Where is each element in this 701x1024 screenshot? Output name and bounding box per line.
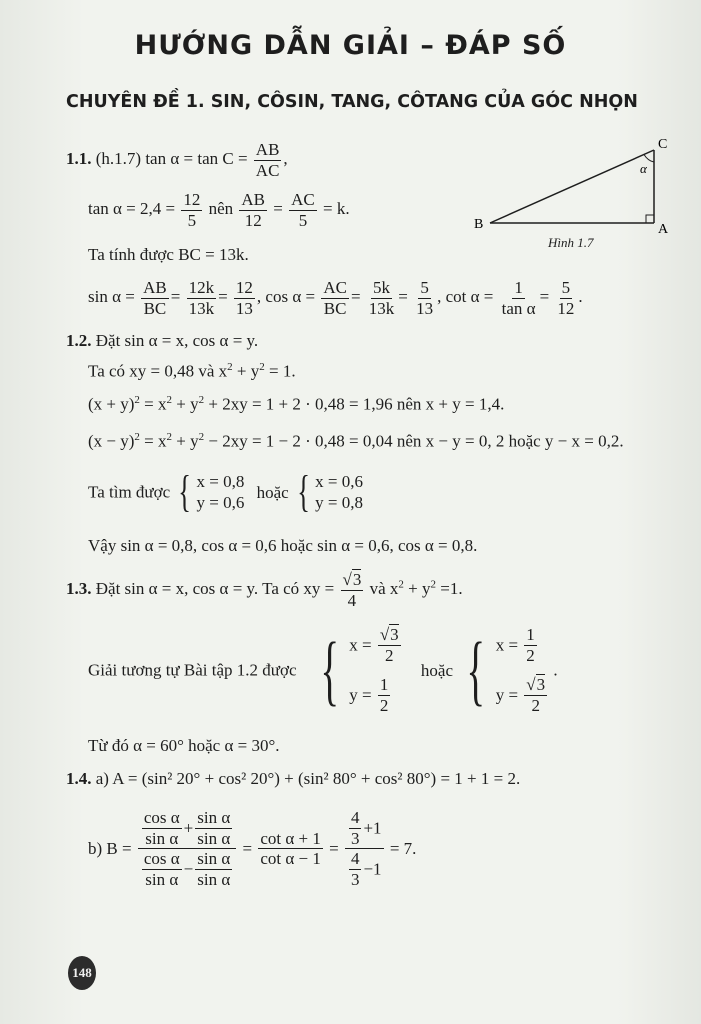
period: . [553,660,558,680]
sin-frac2 [187,278,217,318]
ex12-number: 1.2. [66,331,92,350]
text: (x − y) [88,431,135,451]
text: hoặc [256,482,289,502]
fraction-denominator: sin α [197,828,231,848]
ex12-line1 [88,362,296,380]
fraction [142,808,182,848]
fraction-numerator: 1 [379,675,389,695]
fraction-numerator: 5k [373,278,391,297]
ex11-eq1-fraction [254,140,282,180]
sin-lhs: sin α = [88,286,135,306]
ex12-systems [88,467,363,516]
fraction-denominator: AC [255,160,280,180]
compound-numerator [345,808,384,849]
fraction-numerator: 4 [350,808,360,827]
fraction-numerator: √3 [342,570,362,589]
cot-lhs: , cot α = [437,286,494,306]
superscript: 2 [166,394,173,406]
chapter-title: CHUYÊN ĐỀ 1. SIN, CÔSIN, TANG, CÔTANG CỦA GÓC NHỌN [66,92,638,112]
text: hoặc [420,660,453,680]
system-row: x = 0,8 [196,472,245,491]
system-row [496,675,549,715]
numeric-compound-fraction [345,808,384,889]
ex12-intro [66,332,258,349]
fraction-numerator: 5 [420,278,429,297]
ex12-line2 [88,395,504,413]
sqrt-radicand: 3 [390,625,399,644]
fraction-denominator: cot α − 1 [260,849,321,869]
fraction-numerator: AB [143,278,167,297]
text: + y [172,431,199,451]
fraction [142,849,182,889]
compound-fraction [138,808,236,889]
cot-frac2 [555,278,576,318]
text: a) [95,769,109,788]
text: b) B = [88,839,132,859]
ex11-eq2-frac3 [289,190,317,230]
fraction [524,675,547,715]
system-row: x = 0,6 [315,472,363,491]
compound-denominator [138,849,236,889]
text: =1. [435,578,463,598]
compound-numerator [138,808,236,849]
system-row: y = 0,8 [315,493,363,512]
text: (x + y) [88,394,135,414]
fraction-denominator: sin α [197,869,231,889]
fraction-denominator: 13 [235,298,253,318]
fraction-denominator: 2 [384,645,394,665]
text: −1 [363,859,382,879]
ex11-eq2-mid: nên [208,198,234,218]
ex13-result: Từ đó α = 60° hoặc α = 30°. [88,736,280,755]
fraction-numerator: 4 [350,849,360,869]
text: + y [403,578,431,598]
ex11-eq1-tail: , [283,148,288,168]
text: + 2xy = 1 + 2 · 0,48 = 1,96 nên x + y = 1,4. [204,394,505,414]
fraction-numerator: cos α [143,849,180,869]
equals-sign: = [273,198,283,218]
superscript: 2 [134,394,140,406]
superscript: 2 [227,361,233,373]
text: + y [232,361,260,381]
sqrt-radicand: 3 [352,570,362,589]
fraction-denominator: 3 [350,828,360,848]
sqrt-radicand: 3 [536,675,546,695]
superscript: 2 [134,431,140,443]
ex12-conclusion: Vậy sin α = 0,8, cos α = 0,6 hoặc sin α = 0,6, cos α = 0,8. [88,536,478,555]
text: y = [495,685,519,705]
ex11-bc-line: Ta tính được BC = 13k. [88,245,249,264]
fraction-numerator: 12k [188,278,215,297]
fraction-numerator: 1 [514,278,523,297]
ex11-ref: (h.1.7) [95,148,142,168]
fraction-denominator: 13k [188,298,215,318]
text: = 1. [264,361,296,381]
brace-icon: { [297,467,310,516]
fraction-denominator: tan α [501,298,536,318]
fraction [195,808,232,848]
text: = 7. [389,839,417,859]
system-2 [457,625,549,715]
fraction-numerator: AC [323,278,347,297]
fraction-denominator: 12 [244,210,262,230]
ex11-eq2-frac1 [181,190,202,230]
cos-lhs: , cos α = [256,286,316,306]
fraction [195,849,232,889]
cot-frac1 [500,278,538,318]
text: Ta tìm được [88,482,171,502]
fraction [378,675,391,715]
fraction-denominator: 5 [187,210,197,230]
fraction-denominator: sin α [145,869,179,889]
ex11-line2 [88,190,350,230]
fraction [349,808,362,848]
superscript: 2 [198,431,205,443]
fraction-denominator: BC [323,298,347,318]
fraction-denominator: 13k [368,298,395,318]
fraction [349,849,362,889]
text: − 2xy = 1 − 2 · 0,48 = 0,04 nên x − y = 0, 2 hoặc y − x = 0,2. [204,431,624,451]
ex13-intro [66,570,463,610]
equals-sign: = [242,839,253,859]
cos-frac2 [367,278,397,318]
text: x = [349,635,372,655]
fraction-denominator: 13 [416,298,434,318]
fraction [524,625,537,665]
fraction-denominator: 3 [350,869,360,889]
brace-icon: { [320,626,339,714]
text: = x [139,431,167,451]
sin-frac3 [234,278,255,318]
ex11-eq2-lhs: tan α = 2,4 = [88,198,176,218]
vertex-c-label: C [658,137,668,152]
fraction-numerator: 12 [183,190,201,209]
right-angle-mark [646,215,654,223]
ex13-systems [88,625,558,715]
plus-sign: + [183,818,194,838]
text: A = (sin² 20° + cos² 20°) + (sin² 80° + cos² 80°) = 1 + 1 = 2. [112,769,521,788]
fraction-numerator: 1 [526,625,535,644]
ex12-intro-text: Đặt sin α = x, cos α = y. [95,331,259,350]
ex11-eq1-lhs: tan α = tan C = [145,148,248,168]
superscript: 2 [166,431,173,443]
fraction-denominator: 2 [379,695,389,715]
vertex-a-label: A [658,222,669,237]
system-row [496,625,549,665]
fraction-denominator: 12 [557,298,575,318]
minus-sign: − [183,859,194,879]
fraction-numerator: 12 [235,278,253,297]
cos-frac3 [414,278,435,318]
fraction [378,625,401,665]
ex11-number: 1.1. [66,148,92,168]
angle-alpha-label: α [640,161,647,176]
fraction-numerator: cos α [143,808,180,827]
fraction-denominator: 4 [347,590,357,610]
cos-frac1 [321,278,349,318]
text: Đặt sin α = x, cos α = y. Ta có xy = [95,578,335,598]
ex14-b [88,808,416,889]
fraction-numerator: AC [291,190,315,209]
fraction-numerator: √3 [379,625,399,644]
ex11-trig-line: sin α = $\frac{AB}{BC}$ = $\frac{12k}{13k}$ = $\frac{12}{13}$ , cos α = $\frac{AC}{BC}$ = $\frac{5k}{13k}$ = $\frac{5}{13}$ , cot α = $\frac{1}{\text{tan α}}$ = $\frac{5}{12}$ . [88,278,583,318]
sin-frac1 [141,278,169,318]
ex11-line1 [66,140,288,180]
system-row [349,625,402,665]
fraction-denominator: sin α [145,828,179,848]
figure-caption: Hình 1.7 [548,235,594,250]
ex13-frac [341,570,364,610]
ex11-eq2-frac2 [239,190,267,230]
page-number: 148 [68,956,96,990]
text: x = [495,635,519,655]
text: +1 [363,818,382,838]
brace-icon: { [466,626,486,714]
system-row [349,675,402,715]
ex13-number: 1.3. [66,578,92,598]
compound-denominator [345,849,384,889]
system-row: y = 0,6 [196,493,245,512]
fraction-denominator: 2 [531,695,540,715]
fraction-denominator: BC [143,298,167,318]
fraction-numerator: sin α [197,849,231,869]
system-1 [311,625,403,715]
brace-icon: { [178,467,192,516]
ex14-number: 1.4. [66,769,92,788]
text: + y [172,394,199,414]
period: . [578,286,583,306]
fraction-numerator: 5 [561,278,571,297]
fraction-denominator: 5 [298,210,308,230]
superscript: 2 [398,578,404,591]
ex12-line3 [88,432,624,450]
text: Giải tương tự Bài tập 1.2 được [88,660,297,680]
vertex-b-label: B [474,217,484,232]
fraction-denominator: 2 [526,645,535,665]
triangle-side-bc [490,150,654,223]
cot-fraction [258,829,323,869]
text: và x [369,578,399,598]
fraction-numerator: sin α [197,808,231,827]
fraction-numerator: AB [241,190,266,209]
system-1 [174,467,245,516]
ex14-a [66,770,520,787]
page-title: HƯỚNG DẪN GIẢI – ĐÁP SỐ [134,30,567,61]
ex11-eq2-tail: = k. [323,198,350,218]
superscript: 2 [430,578,436,591]
text: = x [139,394,167,414]
fraction-numerator: cot α + 1 [260,828,321,848]
fraction-numerator: √3 [526,675,546,695]
superscript: 2 [198,394,205,406]
system-2 [293,467,363,516]
fraction-numerator: AB [255,140,280,159]
equals-sign: = [329,839,339,859]
text: y = [349,685,372,705]
superscript: 2 [259,361,265,373]
text: Ta có xy = 0,48 và x [88,361,228,381]
